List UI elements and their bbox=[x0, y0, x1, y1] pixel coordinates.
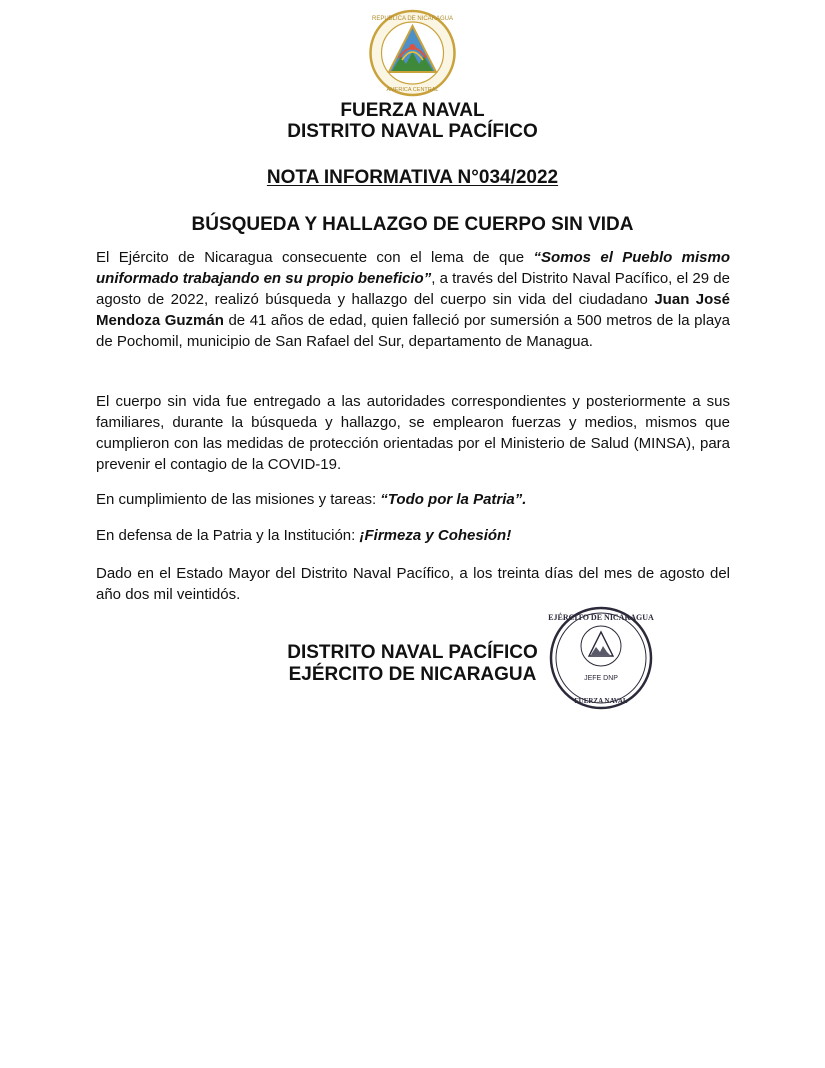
subject-title: BÚSQUEDA Y HALLAZGO DE CUERPO SIN VIDA bbox=[191, 214, 634, 235]
paragraph-5: Dado en el Estado Mayor del Distrito Naval Pacífico, a los treinta días del mes de agosto del año dos mil veintidós. bbox=[96, 565, 730, 603]
p3-motto: “Todo por la Patria”. bbox=[380, 491, 527, 508]
p1-text-a: El Ejército de Nicaragua consecuente con el lema de que bbox=[96, 249, 534, 266]
svg-text:JEFE DNP: JEFE DNP bbox=[584, 675, 618, 682]
paragraph-1 bbox=[96, 247, 730, 352]
signature-line-2: EJÉRCITO DE NICARAGUA bbox=[288, 664, 537, 685]
nicaragua-coat-of-arms-icon bbox=[365, 8, 460, 98]
district-name: DISTRITO NAVAL PACÍFICO bbox=[287, 121, 538, 142]
p3-text: En cumplimiento de las misiones y tareas: bbox=[96, 491, 381, 508]
note-title-text: NOTA INFORMATIVA N°034/2022 bbox=[266, 167, 559, 188]
ejercito-stamp-icon bbox=[545, 604, 657, 712]
p1-motto: “Somos el Pueblo mismo uniformado trabajando en su propio beneficio” bbox=[96, 249, 731, 287]
note-title bbox=[0, 166, 825, 190]
paragraph-3 bbox=[96, 489, 730, 510]
paragraph-4 bbox=[96, 525, 730, 546]
p4-motto: ¡Firmeza y Cohesión! bbox=[359, 527, 512, 544]
p4-text: En defensa de la Patria y la Institución: bbox=[96, 527, 360, 544]
p1-citizen-name: Juan José Mendoza Guzmán bbox=[96, 291, 730, 329]
signature-line-1: DISTRITO NAVAL PACÍFICO bbox=[287, 642, 538, 663]
org-name: FUERZA NAVAL bbox=[340, 100, 485, 121]
svg-text:FUERZA NAVAL: FUERZA NAVAL bbox=[574, 697, 628, 705]
p1-text-e: de 41 años de edad, quien falleció por sumersión a 500 metros de la playa de Pochomil, municipio de San Rafael del Sur, departamento de Managua. bbox=[96, 312, 731, 350]
svg-text:EJÉRCITO DE NICARAGUA: EJÉRCITO DE NICARAGUA bbox=[548, 613, 654, 622]
svg-text:AMERICA CENTRAL: AMERICA CENTRAL bbox=[386, 87, 439, 93]
svg-text:REPUBLICA DE NICARAGUA: REPUBLICA DE NICARAGUA bbox=[371, 16, 454, 22]
p1-text-c: , a través del Distrito Naval Pacífico, el 29 de agosto de 2022, realizó búsqueda y hallazgo del cuerpo sin vida del ciudadano bbox=[96, 270, 730, 308]
paragraph-2: El cuerpo sin vida fue entregado a las autoridades correspondientes y posteriormente a sus familiares, durante la búsqueda y hallazgo, se emplearon fuerzas y medios, mismos que cumplieron con las medidas de protección orientadas por el Ministerio de Salud (MINSA), para prevenir el contagio de la COVID-19. bbox=[96, 393, 730, 473]
